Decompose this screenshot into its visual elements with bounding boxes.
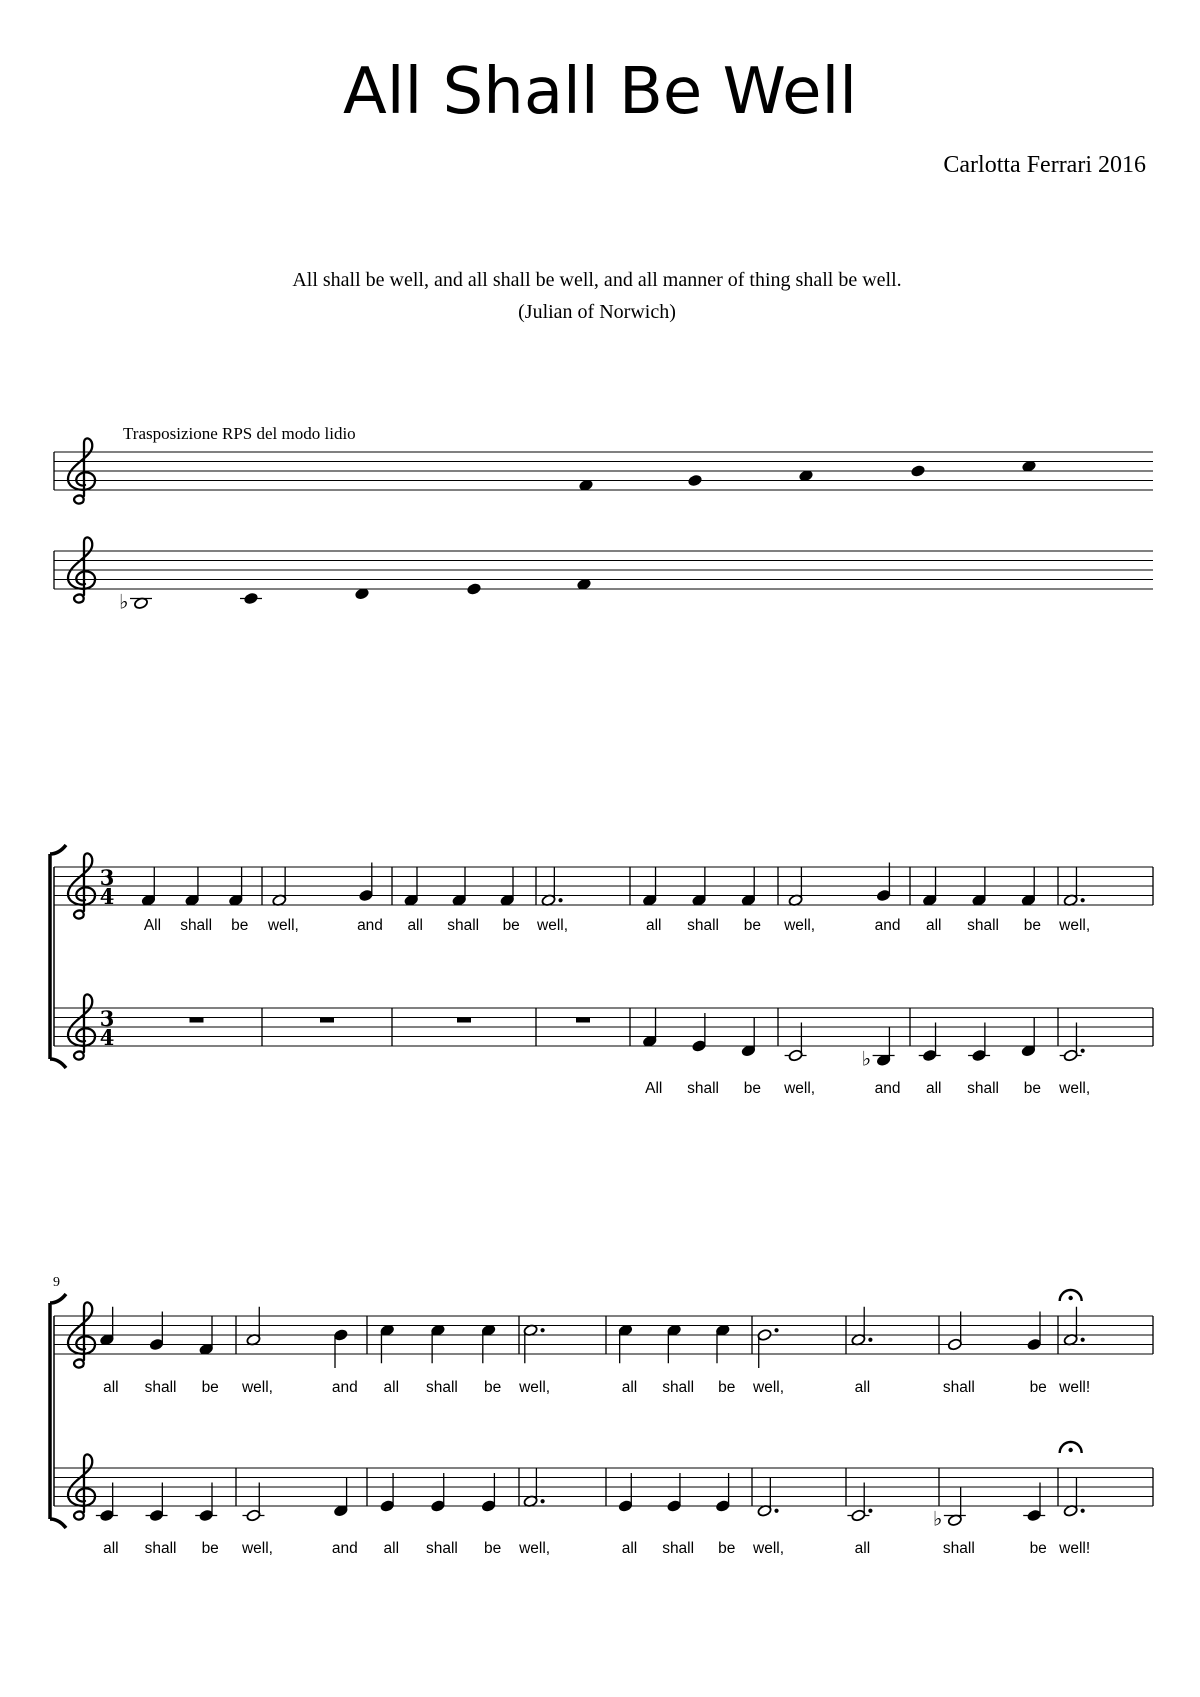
lyric-syllable: well, (784, 917, 816, 934)
fermata-dot (1068, 1448, 1072, 1452)
lyric-syllable: shall (942, 1540, 975, 1557)
flat-sign: ♭ (861, 1046, 872, 1071)
lyric-syllable: all (103, 1540, 119, 1557)
lyric-syllable: be (1023, 1080, 1042, 1097)
lyric-syllable: well! (1059, 1379, 1091, 1396)
lyric-syllable: all (407, 917, 423, 934)
fermata-dot (1068, 1296, 1072, 1300)
augmentation-dot (1081, 1509, 1085, 1513)
lyric-syllable: well, (1059, 917, 1091, 934)
lyric-syllable: all (645, 917, 662, 934)
lyric-syllable: be (1029, 1540, 1047, 1557)
lyric-syllable: All (645, 1080, 663, 1097)
composer-credit: Carlotta Ferrari 2016 (943, 152, 1146, 178)
lyric-syllable: All (143, 917, 162, 934)
lyric-syllable: shall (425, 1379, 458, 1396)
lyric-syllable: well, (519, 1540, 551, 1557)
lyric-syllable: shall (144, 1379, 177, 1396)
lyric-syllable: and (874, 917, 901, 934)
lyric-syllable: all (925, 1080, 942, 1097)
lyric-syllable: shall (687, 1080, 720, 1097)
lyric-syllable: shall (425, 1540, 458, 1557)
lyric-syllable: be (483, 1379, 502, 1396)
lyric-syllable: shall (687, 917, 720, 934)
lyric-syllable: all (925, 917, 942, 934)
note-head (688, 474, 703, 487)
time-signature-denominator: 4 (99, 884, 115, 909)
lyric-syllable: well! (1059, 1540, 1091, 1557)
system-bracket (50, 1294, 66, 1528)
lyric-syllable: well, (267, 917, 299, 934)
lyric-syllable: shall (942, 1379, 975, 1396)
augmentation-dot (558, 898, 562, 902)
augmentation-dot (868, 1338, 872, 1342)
lyric-syllable: well, (1059, 1080, 1091, 1097)
whole-rest (190, 1018, 204, 1023)
lyric-syllable: well, (241, 1540, 273, 1557)
lyric-syllable: shall (180, 917, 213, 934)
lyric-syllable: all (383, 1379, 400, 1396)
lyric-syllable: well, (241, 1379, 273, 1396)
whole-rest (457, 1018, 471, 1023)
lyric-syllable: all (383, 1540, 400, 1557)
lyric-syllable: be (718, 1540, 736, 1557)
augmentation-dot (868, 1509, 872, 1513)
lyric-syllable: and (874, 1080, 901, 1097)
augmentation-dot (541, 1499, 545, 1503)
lyric-syllable: be (743, 917, 762, 934)
lyric-syllable: be (743, 1080, 762, 1097)
lyric-syllable: and (357, 917, 383, 934)
lyric-syllable: well, (519, 1379, 551, 1396)
lyric-syllable: all (854, 1540, 871, 1557)
flat-sign: ♭ (932, 1506, 943, 1531)
flat-sign: ♭ (119, 589, 129, 614)
augmentation-dot (1081, 1338, 1085, 1342)
lyric-syllable: shall (967, 1080, 1000, 1097)
augmentation-dot (541, 1328, 545, 1332)
whole-rest (320, 1018, 334, 1023)
time-signature-denominator: 4 (99, 1025, 115, 1050)
lyric-syllable: and (331, 1540, 358, 1557)
epigraph-source: (Julian of Norwich) (518, 301, 676, 323)
lyric-syllable: shall (144, 1540, 177, 1557)
time-signature-numerator: 3 (99, 865, 115, 890)
lyric-syllable: be (201, 1379, 219, 1396)
lyric-syllable: and (331, 1379, 358, 1396)
augmentation-dot (774, 1328, 778, 1332)
lyric-syllable: all (103, 1379, 119, 1396)
lyric-syllable: all (621, 1540, 638, 1557)
augmentation-dot (1081, 898, 1085, 902)
lyric-syllable: shall (447, 917, 480, 934)
note-head (244, 592, 259, 605)
system-bracket (50, 845, 66, 1068)
music-notation (50, 438, 1153, 1557)
lyric-syllable: be (1023, 917, 1042, 934)
augmentation-dot (774, 1509, 778, 1513)
lyric-syllable: all (621, 1379, 638, 1396)
lyric-syllable: shall (662, 1379, 695, 1396)
lyric-syllable: be (483, 1540, 502, 1557)
time-signature-numerator: 3 (99, 1006, 115, 1031)
whole-rest (576, 1018, 590, 1023)
lyric-syllable: well, (537, 917, 569, 934)
lyric-syllable: well, (753, 1379, 785, 1396)
lyric-syllable: well, (784, 1080, 816, 1097)
measure-number: 9 (53, 1275, 60, 1290)
lyric-syllable: well, (753, 1540, 785, 1557)
page-title: All Shall Be Well (342, 55, 858, 129)
lyric-syllable: be (502, 917, 520, 934)
lyric-syllable: be (231, 917, 249, 934)
lyric-syllable: be (1029, 1379, 1047, 1396)
lyric-syllable: shall (967, 917, 1000, 934)
scale-label: Trasposizione RPS del modo lidio (123, 424, 356, 443)
augmentation-dot (1081, 1049, 1085, 1053)
lyric-syllable: all (854, 1379, 871, 1396)
lyric-syllable: shall (662, 1540, 695, 1557)
lyric-syllable: be (201, 1540, 219, 1557)
note-head (467, 583, 482, 596)
lyric-syllable: be (718, 1379, 736, 1396)
note-head (911, 465, 926, 478)
epigraph-quote: All shall be well, and all shall be well, and all manner of thing shall be well. (292, 269, 902, 291)
